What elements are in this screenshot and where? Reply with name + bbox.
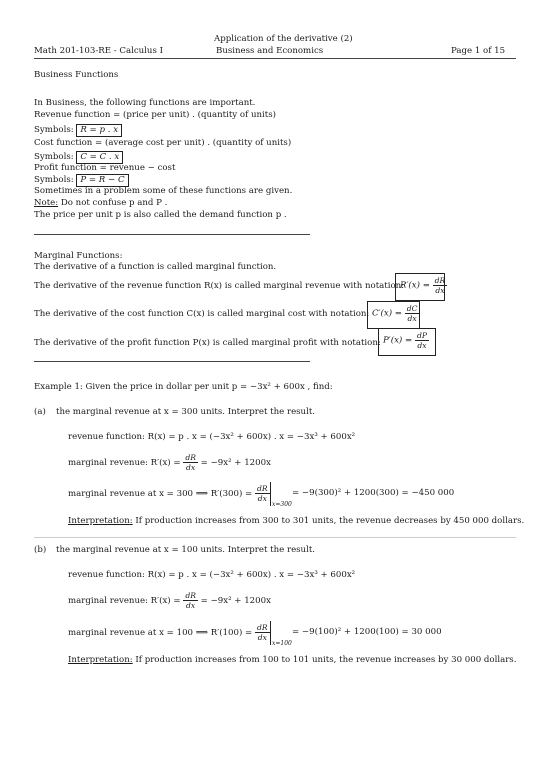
part-a-evaluation: marginal revenue at x = 300 ⟹ R′(300) = $\frac{dR}{dx}$ bbox=[68, 484, 268, 503]
profit-definition: Profit function = revenue − cost bbox=[34, 163, 176, 173]
fraction: $\frac{dR}{dx}$ bbox=[257, 484, 268, 503]
marginal-cost-notation-box: C′(x) = $\frac{dC}{dx}$ bbox=[367, 301, 420, 329]
revenue-symbol-line bbox=[34, 124, 122, 137]
note-label: Note: bbox=[34, 198, 59, 208]
marginal-cost-text: The derivative of the cost function C(x) is called marginal cost with notation: bbox=[34, 309, 370, 319]
part-divider bbox=[34, 537, 516, 538]
part-b-revenue-line: revenue function: R(x) = p . x = (−3x² + 600x) . x = −3x³ + 600x² bbox=[68, 570, 356, 580]
part-a-label: (a) bbox=[34, 407, 46, 417]
cost-definition: Cost function = (average cost per unit) . (quantity of units) bbox=[34, 138, 292, 148]
symbols-label: Symbols: bbox=[34, 152, 74, 162]
fraction: $\frac{dR}{dx}$ bbox=[185, 591, 196, 610]
fraction: $\frac{dP}{dx}$ bbox=[416, 331, 427, 350]
part-a-question: the marginal revenue at x = 300 units. Interpret the result. bbox=[56, 407, 316, 417]
revenue-formula-box: R = p . x bbox=[76, 124, 122, 137]
header-title: Application of the derivative (2) bbox=[214, 34, 353, 44]
example-title: Example 1: Given the price in dollar per unit p = −3x² + 600x , find: bbox=[34, 382, 333, 392]
demand-line: The price per unit p is also called the demand function p . bbox=[34, 210, 287, 220]
part-b-marginal-revenue: marginal revenue: R′(x) = $\frac{dR}{dx}$ = −9x² + 1200x bbox=[68, 591, 271, 610]
profit-formula-box: P = R − C bbox=[76, 174, 128, 187]
marginal-intro: The derivative of a function is called marginal function. bbox=[34, 262, 277, 272]
symbols-label: Symbols: bbox=[34, 125, 74, 135]
part-b-question: the marginal revenue at x = 100 units. Interpret the result. bbox=[56, 545, 316, 555]
header-page-number: Page 1 of 15 bbox=[451, 46, 506, 56]
note-text: Do not confuse p and P . bbox=[58, 198, 168, 208]
revenue-definition: Revenue function = (price per unit) . (quantity of units) bbox=[34, 110, 277, 120]
note-line bbox=[34, 198, 167, 209]
symbols-label: Symbols: bbox=[34, 175, 74, 185]
interpretation-label: Interpretation: bbox=[68, 655, 133, 665]
part-b-evaluation: marginal revenue at x = 100 ⟹ R′(100) = $\frac{dR}{dx}$ bbox=[68, 623, 268, 642]
given-note: Sometimes in a problem some of these functions are given. bbox=[34, 186, 293, 196]
header-rule bbox=[34, 58, 516, 59]
evaluation-bar bbox=[270, 482, 271, 506]
section-divider bbox=[34, 234, 310, 235]
part-a-revenue-line: revenue function: R(x) = p . x = (−3x² + 600x) . x = −3x³ + 600x² bbox=[68, 432, 356, 442]
marginal-profit-notation-box: P′(x) = $\frac{dP}{dx}$ bbox=[378, 328, 436, 356]
header-course: Math 201-103-RE - Calculus I bbox=[34, 46, 163, 56]
part-b-label: (b) bbox=[34, 545, 47, 555]
section-divider bbox=[34, 361, 310, 362]
fraction: $\frac{dR}{dx}$ bbox=[185, 453, 196, 472]
marginal-revenue-notation-box: R′(x) = $\frac{dR}{dx}$ bbox=[395, 273, 445, 301]
marginal-revenue-text: The derivative of the revenue function R(x) is called marginal revenue with notation: bbox=[34, 281, 405, 291]
part-a-interpretation: Interpretation: If production increases from 300 to 301 units, the revenue decreases by 450 000 dollars. bbox=[68, 516, 525, 526]
part-b-evaluation-result: = −9(100)² + 1200(100) = 30 000 bbox=[292, 627, 442, 637]
fraction: $\frac{dC}{dx}$ bbox=[406, 304, 418, 323]
evaluation-subscript: x=300 bbox=[272, 501, 292, 508]
marginal-profit-text: The derivative of the profit function P(x) is called marginal profit with notation: bbox=[34, 338, 381, 348]
part-a-marginal-revenue: marginal revenue: R′(x) = $\frac{dR}{dx}$ = −9x² + 1200x bbox=[68, 453, 271, 472]
section-heading-marginal: Marginal Functions: bbox=[34, 251, 123, 261]
header-subtitle: Business and Economics bbox=[216, 46, 324, 56]
interpretation-label: Interpretation: bbox=[68, 516, 133, 526]
intro-line: In Business, the following functions are important. bbox=[34, 98, 256, 108]
section-heading-business: Business Functions bbox=[34, 70, 119, 80]
part-b-interpretation: Interpretation: If production increases from 100 to 101 units, the revenue increases by 30 000 dollars. bbox=[68, 655, 517, 665]
evaluation-subscript: x=100 bbox=[272, 640, 292, 647]
evaluation-bar bbox=[270, 621, 271, 645]
cost-formula-box: C = C̄ . x bbox=[76, 151, 123, 164]
part-a-evaluation-result: = −9(300)² + 1200(300) = −450 000 bbox=[292, 488, 455, 498]
fraction: $\frac{dR}{dx}$ bbox=[257, 623, 268, 642]
fraction: $\frac{dR}{dx}$ bbox=[434, 276, 446, 295]
